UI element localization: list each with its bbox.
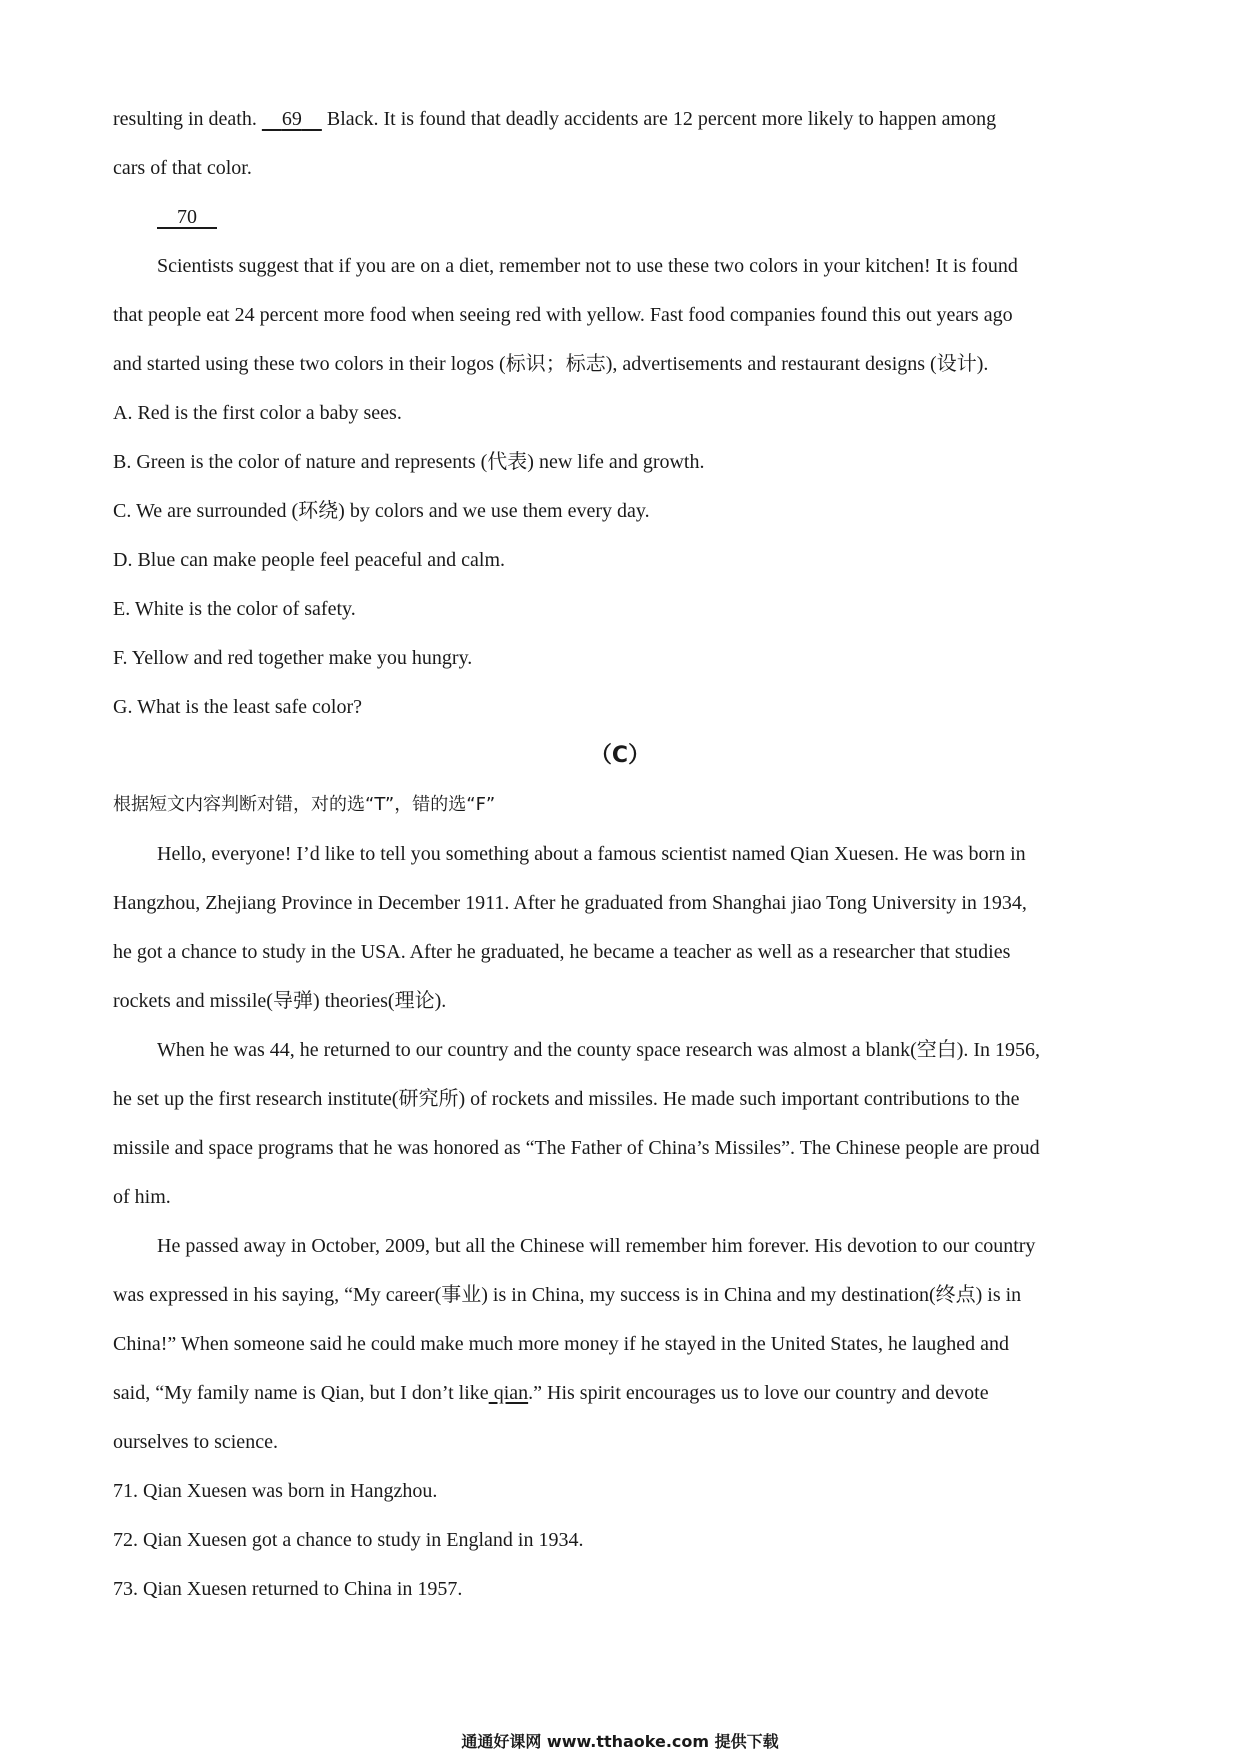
option-f: F. Yellow and red together make you hungry. bbox=[113, 647, 473, 669]
text-after-blank-69: Black. It is found that deadly accidents are 12 percent more likely to happen among bbox=[321, 108, 997, 130]
paragraph-line: was expressed in his saying, “My career(事业) is in China, my success is in China and my destination(终点) is in bbox=[113, 1284, 1022, 1306]
paragraph-line: He passed away in October, 2009, but all the Chinese will remember him forever. His devotion to our country bbox=[157, 1235, 1036, 1257]
quote-text: said, “My family name is Qian, but I don’t like bbox=[113, 1382, 489, 1404]
option-e: E. White is the color of safety. bbox=[113, 598, 356, 620]
option-c: C. We are surrounded (环绕) by colors and we use them every day. bbox=[113, 500, 650, 522]
paragraph-line: Scientists suggest that if you are on a diet, remember not to use these two colors in your kitchen! It is found bbox=[157, 255, 1018, 277]
question-73: 73. Qian Xuesen returned to China in 1957. bbox=[113, 1578, 463, 1600]
section-c-instruction: 根据短文内容判断对错，对的选“T”，错的选“F” bbox=[113, 794, 496, 815]
text-before-blank-69: resulting in death. bbox=[113, 108, 262, 130]
paragraph-line: Hangzhou, Zhejiang Province in December 1911. After he graduated from Shanghai jiao Tong University in 1934, bbox=[113, 892, 1027, 914]
blank-69: 69 bbox=[281, 108, 302, 130]
paragraph-line: rockets and missile(导弹) theories(理论). bbox=[113, 990, 447, 1012]
option-g: G. What is the least safe color? bbox=[113, 696, 362, 718]
passage-b-line-2: cars of that color. bbox=[113, 157, 252, 179]
section-c-title: （C） bbox=[589, 743, 651, 768]
paragraph-line: of him. bbox=[113, 1186, 171, 1208]
paragraph-line: ourselves to science. bbox=[113, 1431, 278, 1453]
paragraph-line: and started using these two colors in their logos (标识；标志), advertisements and restaurant designs (设计). bbox=[113, 353, 989, 375]
option-a: A. Red is the first color a baby sees. bbox=[113, 402, 402, 424]
option-b: B. Green is the color of nature and represents (代表) new life and growth. bbox=[113, 451, 705, 473]
paragraph-line: he set up the first research institute(研究所) of rockets and missiles. He made such important contributions to the bbox=[113, 1088, 1020, 1110]
footer-source: 通通好课网 www.tthaoke.com 提供下载 bbox=[461, 1732, 779, 1751]
paragraph-line: that people eat 24 percent more food when seeing red with yellow. Fast food companies found this out years ago bbox=[113, 304, 1013, 326]
underlined-word-qian: qian bbox=[488, 1382, 529, 1404]
paragraph-line: China!” When someone said he could make much more money if he stayed in the United States, he laughed and bbox=[113, 1333, 1010, 1355]
option-d: D. Blue can make people feel peaceful and calm. bbox=[113, 549, 506, 571]
quote-text-continued: .” His spirit encourages us to love our country and devote bbox=[528, 1382, 989, 1404]
blank-70: 70 bbox=[177, 206, 197, 228]
paragraph-line bbox=[113, 1381, 989, 1405]
paragraph-line: When he was 44, he returned to our country and the county space research was almost a blank(空白). In 1956, bbox=[157, 1039, 1041, 1061]
question-72: 72. Qian Xuesen got a chance to study in England in 1934. bbox=[113, 1529, 584, 1551]
question-71: 71. Qian Xuesen was born in Hangzhou. bbox=[113, 1480, 438, 1502]
paragraph-line: he got a chance to study in the USA. After he graduated, he became a teacher as well as a researcher that studies bbox=[113, 941, 1011, 963]
paragraph-line: Hello, everyone! I’d like to tell you something about a famous scientist named Qian Xuesen. He was born in bbox=[157, 843, 1026, 865]
paragraph-line: missile and space programs that he was honored as “The Father of China’s Missiles”. The Chinese people are proud bbox=[113, 1137, 1040, 1159]
passage-b-line-1 bbox=[113, 107, 996, 131]
blank-70-line bbox=[157, 205, 217, 229]
